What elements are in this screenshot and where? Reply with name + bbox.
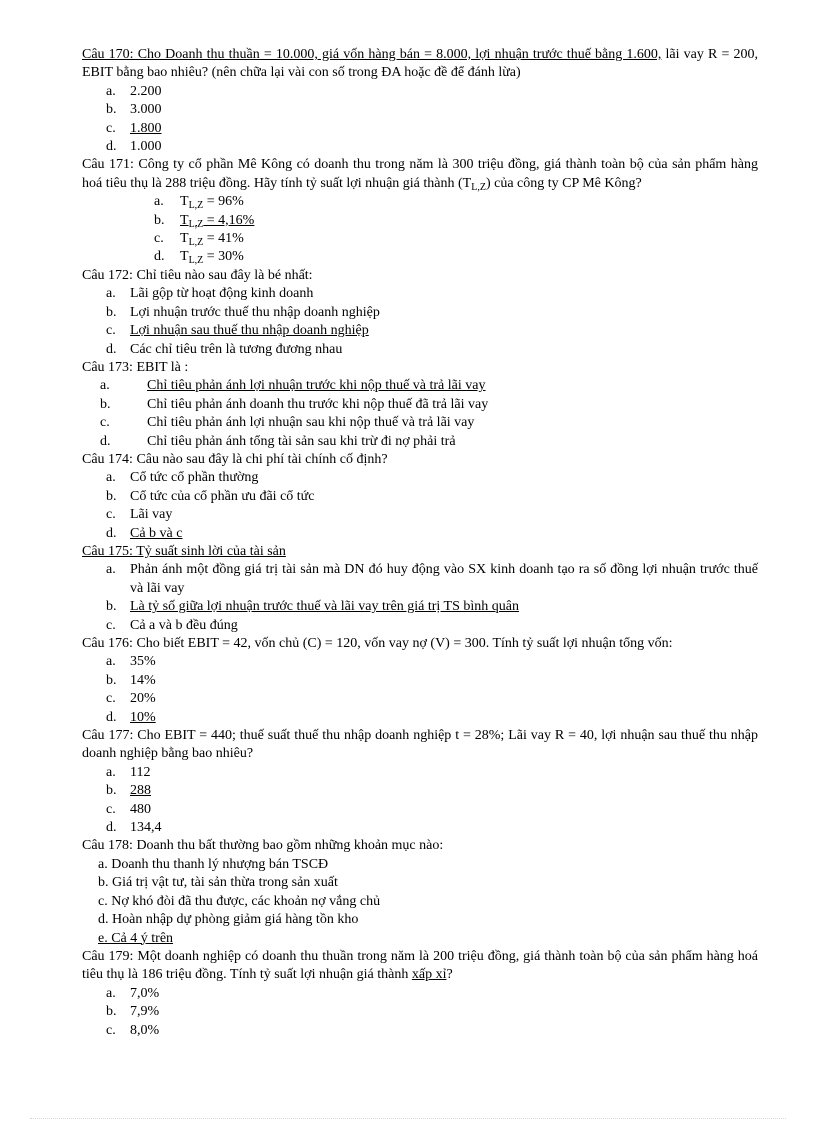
option-178-a: a. Doanh thu thanh lý nhượng bán TSCĐ [98,856,329,872]
option-171-c: c. $T_{L,Z} = 41\%$ [154,231,244,249]
option-172-b: b. Lợi nhuận trước thuế thu nhập doanh nghiệp [106,304,380,320]
option-178-c: c. Nợ khó đòi đã thu được, các khoản nợ vắng chủ [98,893,381,909]
question-171: Câu 171: Công ty cổ phần Mê Kông có doanh thu trong năm là 300 triệu đồng, giá thành toàn bộ của sản phẩm hàng hoá tiêu thụ là 288 triệu đồng. Hãy tính tỷ suất lợi nhuận giá thành $(T_{L,Z})$ của công ty CP Mê Kông? [82,157,758,193]
option-175-b-answer: b. Là tỷ số giữa lợi nhuận trước thuế và lãi vay trên giá trị TS bình quân [106,599,519,615]
option-178-d: d. Hoàn nhập dự phòng giảm giá hàng tồn kho [98,912,359,928]
option-177-b-answer: b. 288 [106,783,151,799]
option-170-a: a. 2.200 [106,83,162,99]
option-176-c: c. 20% [106,691,156,707]
question-173: Câu 173: EBIT là : [82,359,189,375]
option-176-a: a. 35% [106,654,156,670]
question-172: Câu 172: Chỉ tiêu nào sau đây là bé nhất: [82,267,313,283]
option-170-c-answer: c. 1.800 [106,120,162,136]
question-178: Câu 178: Doanh thu bất thường bao gồm những khoản mục nào: [82,838,444,854]
option-173-c: c. Chỉ tiêu phản ánh lợi nhuận sau khi nộp thuế và trả lãi vay [100,415,475,431]
question-179: Câu 179: Một doanh nghiệp có doanh thu thuần trong năm là 200 triệu đồng, giá thành toàn bộ của sản phẩm hàng hoá tiêu thụ là 186 triệu đồng. Tính tỷ suất lợi nhuận giá thành xấp xỉ? [82,948,758,983]
option-179-b: b. 7,9% [106,1004,160,1020]
option-178-e-answer: e. Cả 4 ý trên [98,930,174,946]
option-172-d: d. Các chỉ tiêu trên là tương đương nhau [106,341,343,357]
option-171-d: d. $T_{L,Z} = 30\%$ [154,249,244,267]
option-170-b: b. 3.000 [106,102,162,118]
option-172-a: a. Lãi gộp từ hoạt động kinh doanh [106,286,314,302]
question-174: Câu 174: Câu nào sau đây là chi phí tài chính cố định? [82,451,388,467]
option-174-d-answer: d. Cả b và c [106,525,183,541]
question-170-rest: lãi vay R = 200, EBIT bằng bao nhiêu? (nên chữa lại vài con số trong ĐA hoặc đề để đánh lừa) [82,47,758,81]
document-page [82,46,758,1040]
question-170 [82,46,758,83]
page-bottom-rule [30,1118,786,1119]
option-170-d: d. 1.000 [106,139,162,155]
option-173-a-answer: a. Chỉ tiêu phản ánh lợi nhuận trước khi nộp thuế và trả lãi vay [100,378,486,394]
option-177-c: c. 480 [106,801,151,817]
question-177: Câu 177: Cho EBIT = 440; thuế suất thuế thu nhập doanh nghiệp t = 28%; Lãi vay R = 40, lợi nhuận sau thuế thu nhập doanh nghiệp bằng bao nhiêu? [82,728,758,762]
option-173-b: b. Chỉ tiêu phản ánh doanh thu trước khi nộp thuế đã trả lãi vay [100,396,489,412]
option-174-b: b. Cổ tức của cổ phần ưu đãi cổ tức [106,488,315,504]
option-178-b: b. Giá trị vật tư, tài sản thừa trong sản xuất [98,875,338,891]
option-177-d: d. 134,4 [106,820,162,836]
option-172-c-answer: c. Lợi nhuận sau thuế thu nhập doanh nghiệp [106,323,369,339]
option-176-b: b. 14% [106,672,156,688]
option-171-b-answer: b. $T_{L,Z} = 4,16\%$ [154,212,255,230]
option-171-a: a. $T_{L,Z} = 96\%$ [154,194,244,212]
option-176-d-answer: d. 10% [106,709,156,725]
question-170-prefix: Câu 170: Cho Doanh thu thuần = 10.000, giá vốn hàng bán = 8.000, lợi nhuận trước thuế bằng 1.600, [82,47,662,62]
option-177-a: a. 112 [106,764,151,780]
option-175-c: c. Cả a và b đều đúng [106,617,238,633]
question-176: Câu 176: Cho biết EBIT = 42, vốn chủ (C) = 120, vốn vay nợ (V) = 300. Tính tỷ suất lợi nhuận tổng vốn: [82,636,673,651]
option-174-c: c. Lãi vay [106,507,173,523]
option-174-a: a. Cổ tức cổ phần thường [106,470,259,486]
option-179-c: c. 8,0% [106,1022,160,1038]
option-175-a: a. Phản ánh một đồng giá trị tài sản mà DN đó huy động vào SX kinh doanh tạo ra số đồng lợi nhuận trước thuế và lãi vay [106,562,758,596]
question-175: Câu 175: Tỷ suất sinh lời của tài sản [82,543,286,559]
option-179-a: a. 7,0% [106,985,160,1001]
option-173-d: d. Chỉ tiêu phản ánh tổng tài sản sau khi trừ đi nợ phải trả [100,433,456,449]
